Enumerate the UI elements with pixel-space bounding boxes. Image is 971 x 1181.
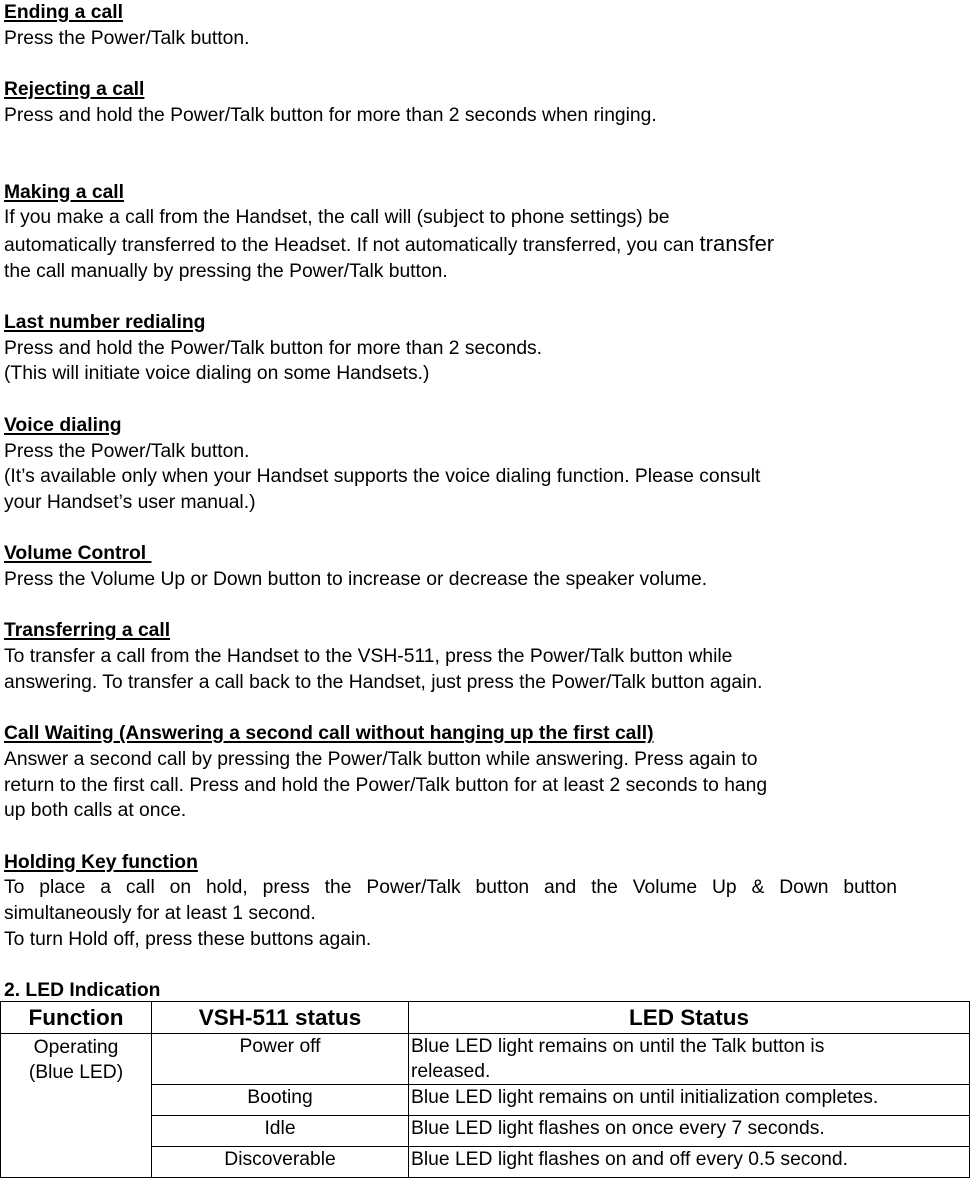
led-indication-heading: 2. LED Indication bbox=[4, 980, 161, 1002]
section-text: Press and hold the Power/Talk button for more than 2 seconds. bbox=[4, 337, 543, 359]
section-making-a-call bbox=[4, 180, 964, 285]
section-text: To place a call on hold, press the Power/Talk button and the Volume Up & Down button bbox=[4, 877, 897, 899]
led-cell: Blue LED light flashes on once every 7 seconds. bbox=[409, 1116, 970, 1147]
section-text: return to the first call. Press and hold the Power/Talk button for at least 2 seconds to hang bbox=[4, 774, 768, 796]
section-call-waiting bbox=[4, 721, 964, 824]
section-heading: Holding Key function bbox=[4, 851, 198, 873]
section-text: Press the Volume Up or Down button to increase or decrease the speaker volume. bbox=[4, 569, 708, 590]
section-ending-a-call bbox=[4, 0, 964, 51]
section-heading: Call Waiting (Answering a second call without hanging up the first call) bbox=[4, 723, 654, 745]
section-volume-control bbox=[4, 541, 964, 592]
section-text: your Handset’s user manual.) bbox=[4, 491, 256, 513]
led-line: Blue LED light remains on until the Talk button is bbox=[411, 1036, 825, 1057]
section-holding-key-function bbox=[4, 850, 964, 953]
section-text bbox=[4, 231, 964, 259]
section-text: Press and hold the Power/Talk button for more than 2 seconds when ringing. bbox=[4, 104, 657, 126]
section-text: simultaneously for at least 1 second. bbox=[4, 903, 316, 925]
manual-page bbox=[4, 0, 964, 1004]
table-header-status: VSH-511 status bbox=[152, 1002, 409, 1034]
section-heading: Voice dialing bbox=[4, 414, 122, 436]
table-header-row bbox=[1, 1002, 970, 1034]
section-rejecting-a-call bbox=[4, 77, 964, 128]
status-cell: Power off bbox=[152, 1034, 409, 1085]
section-text: (It’s available only when your Handset supports the voice dialing function. Please consult bbox=[4, 466, 761, 488]
section-text: If you make a call from the Handset, the call will (subject to phone settings) be bbox=[4, 207, 670, 229]
led-cell: Blue LED light remains on until initialization completes. bbox=[409, 1085, 970, 1116]
section-text: Answer a second call by pressing the Power/Talk button while answering. Press again to bbox=[4, 748, 758, 770]
status-cell: Idle bbox=[152, 1116, 409, 1147]
section-heading: Last number redialing bbox=[4, 312, 206, 333]
section-text-emphasized-word: transfer bbox=[699, 230, 775, 256]
section-voice-dialing bbox=[4, 413, 964, 516]
section-text: To transfer a call from the Handset to the VSH-511, press the Power/Talk button while bbox=[4, 646, 733, 668]
section-text: To turn Hold off, press these buttons again. bbox=[4, 928, 372, 950]
section-text: up both calls at once. bbox=[4, 800, 187, 822]
function-line: (Blue LED) bbox=[28, 1062, 124, 1083]
section-text: Press the Power/Talk button. bbox=[4, 440, 250, 462]
function-line: Operating bbox=[33, 1037, 119, 1058]
section-text: Press the Power/Talk button. bbox=[4, 27, 250, 49]
section-text: the call manually by pressing the Power/Talk button. bbox=[4, 260, 448, 282]
led-line: released. bbox=[411, 1061, 491, 1082]
status-cell: Booting bbox=[152, 1085, 409, 1116]
section-heading: Volume Control bbox=[4, 543, 152, 565]
section-last-number-redialing bbox=[4, 310, 964, 387]
section-heading: Transferring a call bbox=[4, 620, 171, 642]
section-heading: Making a call bbox=[4, 181, 125, 203]
led-cell: Blue LED light flashes on and off every 0.5 second. bbox=[409, 1147, 970, 1178]
table-row bbox=[1, 1034, 970, 1085]
table-header-led-status: LED Status bbox=[409, 1002, 970, 1034]
led-indication-table bbox=[0, 1001, 970, 1178]
section-text: (This will initiate voice dialing on some Handsets.) bbox=[4, 363, 430, 385]
section-heading: Rejecting a call bbox=[4, 79, 145, 101]
status-cell: Discoverable bbox=[152, 1147, 409, 1178]
section-heading: Ending a call bbox=[4, 2, 123, 23]
section-transferring-a-call bbox=[4, 618, 964, 695]
section-text: answering. To transfer a call back to the Handset, just press the Power/Talk button again. bbox=[4, 671, 763, 693]
table-header-function: Function bbox=[1, 1002, 152, 1034]
section-text-part: automatically transferred to the Headset. If not automatically transferred, you can bbox=[4, 234, 700, 256]
function-cell bbox=[1, 1034, 152, 1178]
led-cell bbox=[409, 1034, 970, 1085]
